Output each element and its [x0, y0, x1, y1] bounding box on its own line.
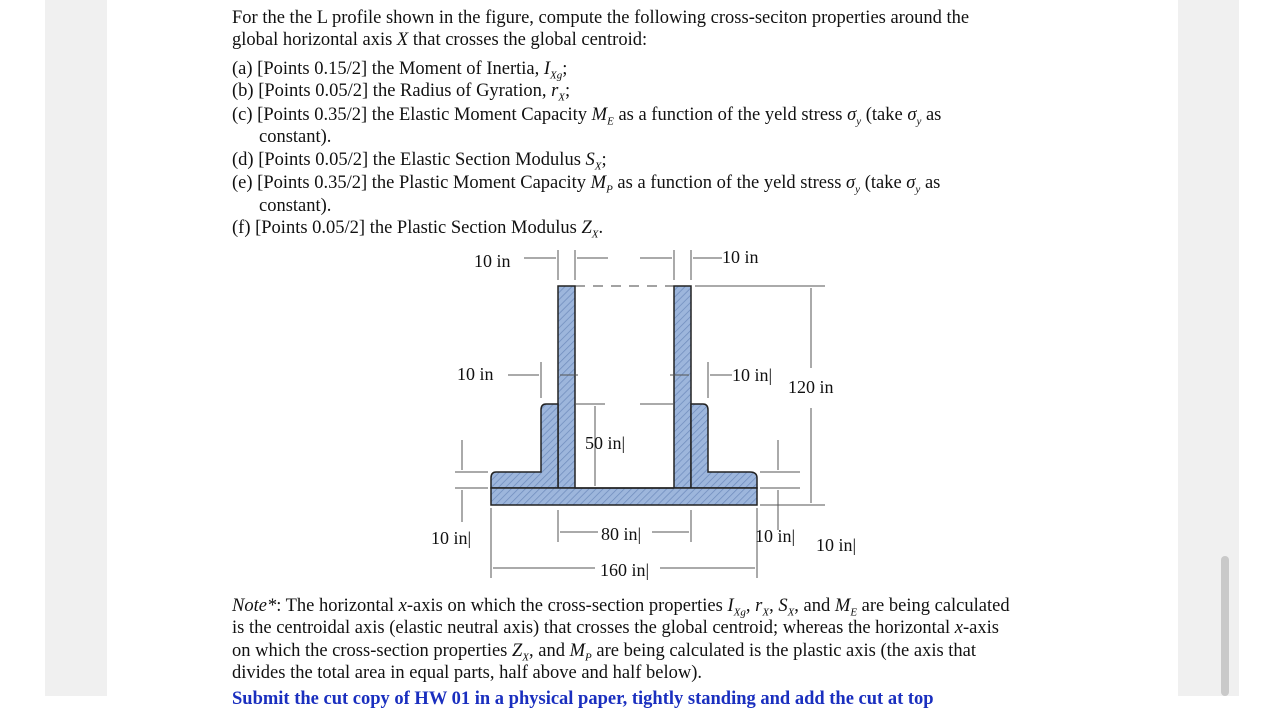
intro-line-1: For the the L profile shown in the figure, compute the following cross-seciton properties around the: [232, 8, 970, 28]
top-left-dimension: [524, 250, 608, 280]
submission-instruction-link[interactable]: Submit the cut copy of HW 01 in a physical paper, tightly standing and add the cut at top: [232, 689, 934, 709]
item-f: (f) [Points 0.05/2] the Plastic Section Modulus $Z_X$.: [232, 218, 604, 241]
vertical-scrollbar-thumb[interactable]: [1221, 556, 1229, 696]
item-d: (d) [Points 0.05/2] the Elastic Section Modulus $S_X$;: [232, 150, 607, 173]
note-line-1: Note*: The horizontal x-axis on which the cross-section properties $I_{Xg}$, $r_X$, $S_X$, and $M_E$ are being calculated: [232, 596, 1010, 619]
note-line-3: on which the cross-section properties $Z_X$, and $M_P$ are being calculated is the plastic axis (the axis that: [232, 641, 977, 664]
mid-left-width-label: 10 in: [457, 364, 494, 384]
item-c: (c) [Points 0.35/2] the Elastic Moment Capacity $M_E$ as a function of the yeld stress $\sigma_y$ (take $\sigma_y$ as: [232, 105, 942, 128]
total-height-label: 120 in: [788, 377, 834, 397]
top-left-width-label: 10 in: [474, 251, 511, 271]
note-line-2: is the centroidal axis (elastic neutral axis) that crosses the global centroid; whereas the horizontal x-axis: [232, 618, 999, 638]
left-web: [558, 286, 575, 488]
note-line-4: divides the total area in equal parts, half above and half below).: [232, 663, 703, 683]
bottom-flange: [491, 488, 757, 505]
mid-left-dimension: [508, 362, 605, 404]
bottom-right-label-a: 10 in|: [755, 526, 796, 546]
item-e: (e) [Points 0.35/2] the Plastic Moment Capacity $M_P$ as a function of the yeld stress $\sigma_y$ (take $\sigma_y$ as: [232, 173, 941, 196]
left-gutter: [45, 0, 107, 696]
item-c-continued: constant).: [259, 127, 332, 147]
right-web: [674, 286, 691, 488]
intro-line-2: global horizontal axis X that crosses the global centroid:: [232, 30, 648, 50]
right-thickness-dimension: [760, 440, 800, 530]
bottom-right-label-b: 10 in|: [816, 535, 857, 555]
left-thickness-dimension: [455, 440, 488, 522]
left-haunch: [491, 404, 558, 488]
item-a: (a) [Points 0.15/2] the Moment of Inertia, $I_{Xg}$;: [232, 59, 568, 82]
right-haunch: [691, 404, 757, 488]
right-gutter: [1178, 0, 1239, 696]
mid-right-width-label: 10 in|: [732, 365, 773, 385]
top-right-dimension: [640, 250, 722, 280]
total-span-label: 160 in|: [600, 560, 650, 580]
item-e-continued: constant).: [259, 196, 332, 216]
cross-section-figure: [420, 240, 860, 590]
inner-height-label: 50 in|: [585, 433, 626, 453]
item-b: (b) [Points 0.05/2] the Radius of Gyration, $r_X$;: [232, 81, 571, 104]
top-right-width-label: 10 in: [722, 247, 759, 267]
inner-span-label: 80 in|: [601, 524, 642, 544]
bottom-left-thickness-label: 10 in|: [431, 528, 472, 548]
